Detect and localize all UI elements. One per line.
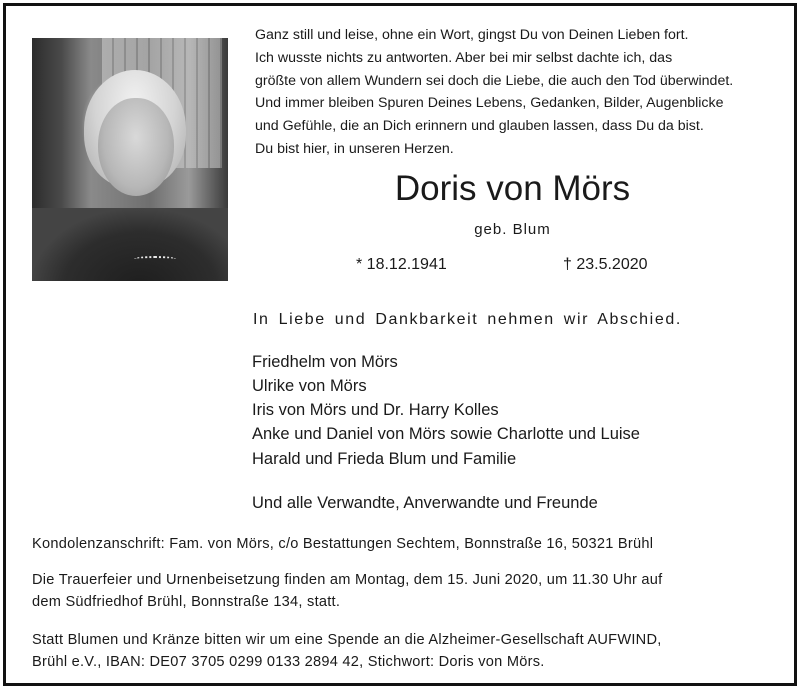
- birth-date: * 18.12.1941: [356, 256, 447, 273]
- donation-line: Brühl e.V., IBAN: DE07 3705 0299 0133 2894 42, Stichwort: Doris von Mörs.: [32, 653, 545, 670]
- poem-line: Ganz still und leise, ohne ein Wort, gingst Du von Deinen Lieben fort.: [255, 27, 689, 43]
- donation-info: [32, 630, 782, 673]
- family-member: Iris von Mörs und Dr. Harry Kolles: [252, 401, 499, 419]
- poem-line: Und immer bleiben Spuren Deines Lebens, Gedanken, Bilder, Augenblicke: [255, 95, 724, 112]
- ceremony-info: [32, 570, 782, 613]
- family-member: Ulrike von Mörs: [252, 377, 367, 395]
- maiden-name: geb. Blum: [474, 221, 551, 238]
- ceremony-line: Die Trauerfeier und Urnenbeisetzung finden am Montag, dem 15. Juni 2020, um 11.30 Uhr auf: [32, 572, 663, 588]
- family-member: Friedhelm von Mörs: [252, 353, 398, 371]
- photo-face: [98, 98, 174, 196]
- poem: [255, 24, 775, 161]
- deceased-name: Doris von Mörs: [394, 169, 631, 208]
- poem-line: und Gefühle, die an Dich erinnern und glauben lassen, dass Du da bist.: [255, 118, 704, 135]
- photo-pearl-necklace: [134, 256, 176, 262]
- farewell-line: In Liebe und Dankbarkeit nehmen wir Abschied.: [253, 311, 682, 328]
- ceremony-line: dem Südfriedhof Brühl, Bonnstraße 134, statt.: [32, 593, 341, 610]
- poem-line: Ich wusste nichts zu antworten. Aber bei mir selbst dachte ich, das: [255, 49, 673, 66]
- donation-line: Statt Blumen und Kränze bitten wir um eine Spende an die Alzheimer-Gesellschaft AUFWIND,: [32, 632, 662, 648]
- poem-line: größte von allem Wundern sei doch die Liebe, die auch den Tod überwindet.: [255, 72, 734, 89]
- family-all: Und alle Verwandte, Anverwandte und Freunde: [252, 494, 598, 512]
- portrait-photo: [32, 38, 228, 281]
- condolence-address: [32, 534, 782, 556]
- photo-body: [32, 208, 228, 281]
- poem-line: Du bist hier, in unseren Herzen.: [255, 140, 454, 157]
- family-extra: Harald und Frieda Blum und Familie: [252, 450, 517, 468]
- condolence-address-line: Kondolenzanschrift: Fam. von Mörs, c/o Bestattungen Sechtem, Bonnstraße 16, 50321 Brühl: [32, 536, 654, 552]
- family-list: [252, 350, 640, 446]
- death-date: † 23.5.2020: [563, 256, 648, 273]
- family-member: Anke und Daniel von Mörs sowie Charlotte und Luise: [252, 425, 640, 443]
